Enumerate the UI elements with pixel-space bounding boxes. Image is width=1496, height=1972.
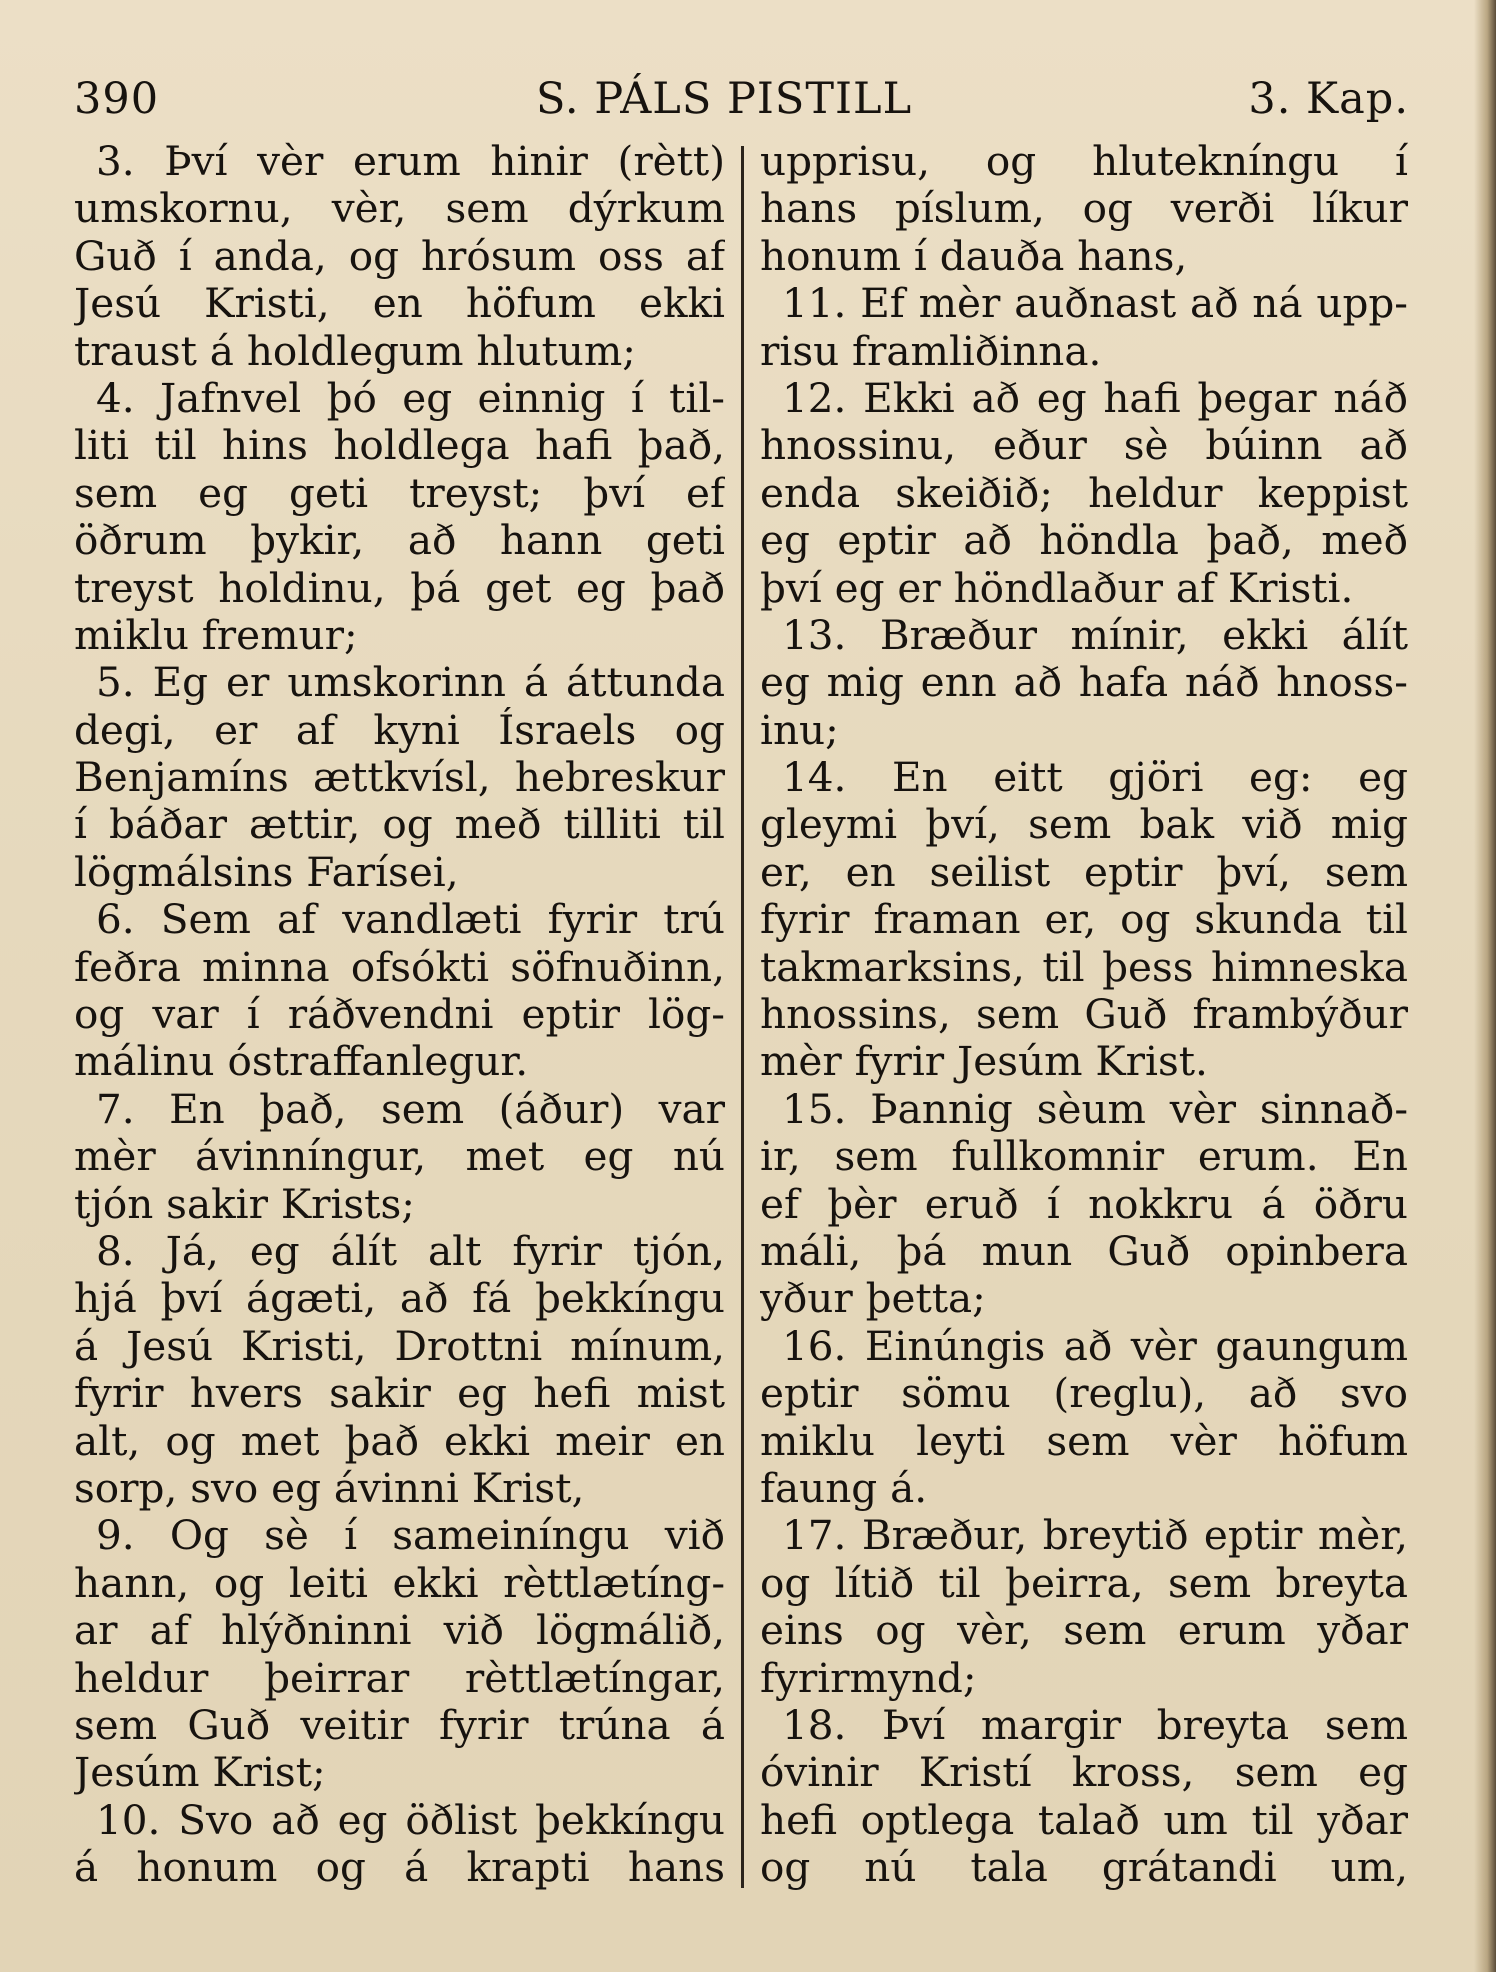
text-line: ir, sem fullkomnir erum. En [760, 1133, 1408, 1181]
text-line: faung á. [760, 1464, 928, 1512]
text-line: mèr ávinníngur, met eg nú [74, 1133, 725, 1181]
text-line: hjá því ágæti, að fá þekkíngu [74, 1275, 725, 1323]
text-line: máli, þá mun Guð opinbera [760, 1227, 1408, 1275]
text-line: málinu óstraffanlegur. [74, 1038, 529, 1086]
text-line: takmarksins, til þess himneska [760, 943, 1408, 991]
text-line: Guð í anda, og hrósum oss af [74, 232, 725, 280]
text-line: Jesú Kristi, en höfum ekki [74, 280, 725, 328]
text-line: eg mig enn að hafa náð hnoss- [760, 659, 1408, 707]
text-line: hann, og leiti ekki rèttlætíng- [74, 1559, 725, 1607]
text-line: miklu fremur; [74, 611, 358, 659]
text-line: á honum og á krapti hans [74, 1844, 725, 1892]
text-line: 3. Því vèr erum hinir (rètt) [96, 138, 725, 185]
text-line: sem Guð veitir fyrir trúna á [74, 1701, 725, 1749]
text-line: treyst holdinu, þá get eg það [74, 564, 725, 612]
text-line: fyrir framan er, og skunda til [760, 896, 1408, 944]
text-line: er, en seilist eptir því, sem [760, 848, 1408, 896]
text-line: og lítið til þeirra, sem breyta [760, 1559, 1408, 1607]
text-line: og var í ráðvendni eptir lög- [74, 991, 725, 1039]
text-line: eptir sömu (reglu), að svo [760, 1370, 1408, 1418]
right-column [760, 138, 1408, 1891]
text-line: 16. Einúngis að vèr gaungum [782, 1322, 1408, 1370]
text-line: hans píslum, og verði líkur [760, 185, 1408, 233]
text-line: eins og vèr, sem erum yðar [760, 1607, 1408, 1655]
text-line: tjón sakir Krists; [74, 1180, 415, 1228]
text-line: í báðar ættir, og með tilliti til [74, 801, 725, 849]
text-line: Benjamíns ættkvísl, hebreskur [74, 754, 725, 802]
text-line: fyrirmynd; [760, 1654, 977, 1702]
text-line: honum í dauða hans, [760, 232, 1188, 280]
text-line: risu framliðinna. [760, 327, 1102, 375]
text-line: 6. Sem af vandlæti fyrir trú [96, 896, 725, 944]
text-line: hnossins, sem Guð frambýður [760, 991, 1408, 1039]
text-line: 8. Já, eg álít alt fyrir tjón, [96, 1227, 725, 1275]
text-line: inu; [760, 706, 839, 754]
text-line: upprisu, og hlutekníngu í [760, 138, 1408, 185]
text-line: 12. Ekki að eg hafi þegar náð [782, 374, 1408, 422]
text-line: miklu leyti sem vèr höfum [760, 1417, 1408, 1465]
text-line: degi, er af kyni Ísraels og [74, 706, 725, 754]
text-line: eg eptir að höndla það, með [760, 517, 1408, 565]
chapter-label: 3. Kap. [1248, 74, 1409, 124]
column-divider [741, 146, 744, 1888]
text-line: umskornu, vèr, sem dýrkum [74, 185, 725, 233]
text-line: alt, og met það ekki meir en [74, 1417, 725, 1465]
text-line: ef þèr eruð í nokkru á öðru [760, 1180, 1408, 1228]
text-line: 13. Bræður mínir, ekki álít [782, 611, 1408, 659]
page-number: 390 [74, 74, 160, 124]
text-line: hnossinu, eður sè búinn að [760, 422, 1408, 470]
text-line: hefi optlega talað um til yðar [760, 1796, 1408, 1844]
text-line: heldur þeirrar rèttlætíngar, [74, 1654, 725, 1702]
text-line: gleymi því, sem bak við mig [760, 801, 1408, 849]
book-title: S. PÁLS PISTILL [536, 74, 913, 124]
text-line: sem eg geti treyst; því ef [74, 469, 725, 517]
text-line: 15. Þannig sèum vèr sinnað- [782, 1085, 1408, 1133]
text-line: óvinir Kristí kross, sem eg [760, 1749, 1408, 1797]
text-line: 11. Ef mèr auðnast að ná upp- [782, 280, 1408, 328]
text-line: 18. Því margir breyta sem [782, 1701, 1408, 1749]
text-line: yður þetta; [760, 1275, 986, 1323]
text-line: og nú tala grátandi um, [760, 1844, 1408, 1892]
text-line: 4. Jafnvel þó eg einnig í til- [96, 374, 725, 422]
text-line: mèr fyrir Jesúm Krist. [760, 1038, 1208, 1086]
left-column [74, 138, 725, 1891]
text-line: feðra minna ofsókti söfnuðinn, [74, 943, 725, 991]
text-line: öðrum þykir, að hann geti [74, 517, 725, 565]
text-line: 7. En það, sem (áður) var [96, 1085, 725, 1133]
text-line: 17. Bræður, breytið eptir mèr, [782, 1512, 1408, 1560]
text-line: því eg er höndlaður af Kristi. [760, 564, 1354, 612]
text-line: 9. Og sè í sameiníngu við [96, 1512, 725, 1560]
text-line: á Jesú Kristi, Drottni mínum, [74, 1322, 725, 1370]
text-line: ar af hlýðninni við lögmálið, [74, 1607, 725, 1655]
text-line: lögmálsins Farísei, [74, 848, 459, 896]
text-line: Jesúm Krist; [74, 1749, 326, 1797]
text-line: traust á holdlegum hlutum; [74, 327, 636, 375]
text-line: 14. En eitt gjöri eg: eg [782, 754, 1408, 802]
text-line: 10. Svo að eg öðlist þekkíngu [96, 1796, 725, 1844]
text-line: liti til hins holdlega hafi það, [74, 422, 725, 470]
text-line: fyrir hvers sakir eg hefi mist [74, 1370, 725, 1418]
text-line: 5. Eg er umskorinn á áttunda [96, 659, 725, 707]
running-head [74, 74, 1409, 124]
text-line: enda skeiðið; heldur keppist [760, 469, 1408, 517]
text-line: sorp, svo eg ávinni Krist, [74, 1464, 585, 1512]
